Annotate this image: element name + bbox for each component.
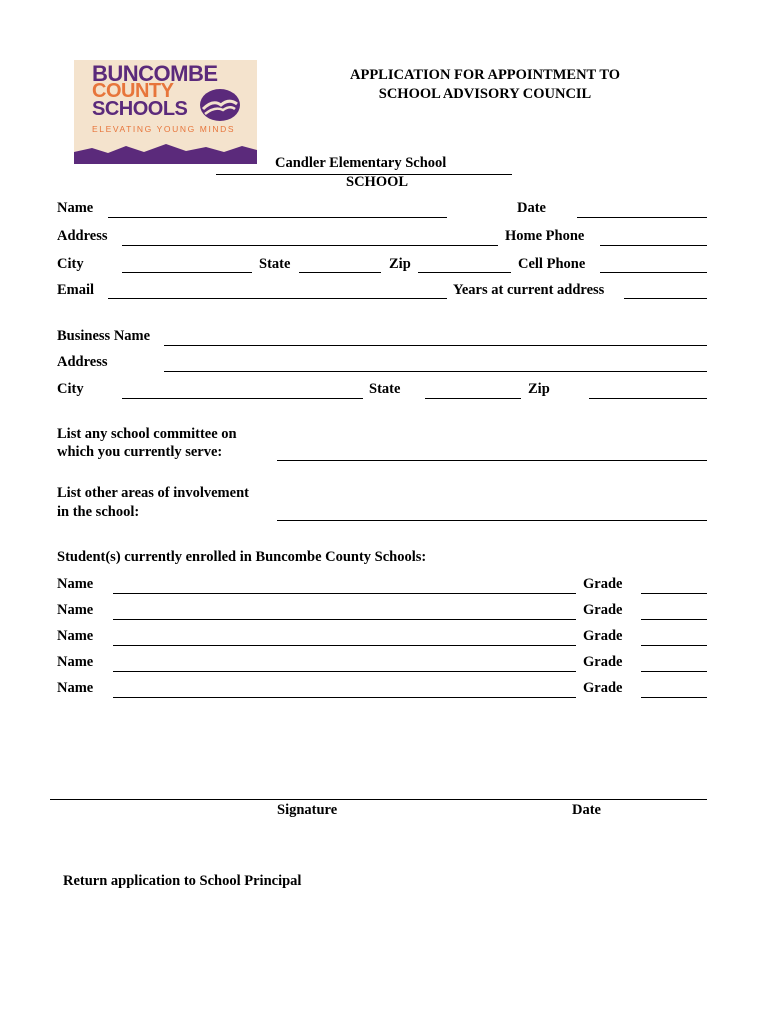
committee-field[interactable] — [277, 460, 707, 461]
school-name-value[interactable]: Candler Elementary School — [275, 155, 447, 171]
signature-line[interactable] — [50, 799, 707, 800]
student-grade-field[interactable] — [641, 671, 707, 672]
mountain-emblem-icon — [199, 88, 241, 122]
years-at-address-field[interactable] — [624, 298, 707, 299]
home-phone-label: Home Phone — [505, 228, 585, 244]
cell-phone-label: Cell Phone — [518, 256, 586, 272]
logo-tagline: ELEVATING YOUNG MINDS — [92, 124, 236, 134]
student-grade-field[interactable] — [641, 619, 707, 620]
date-label: Date — [517, 200, 546, 216]
email-label: Email — [57, 282, 95, 298]
student-grade-field[interactable] — [641, 593, 707, 594]
students-heading: Student(s) currently enrolled in Buncombe County Schools: — [57, 549, 427, 565]
business-address-field[interactable] — [164, 371, 707, 372]
student-name-label: Name — [57, 576, 94, 592]
student-grade-label: Grade — [583, 628, 623, 644]
return-instructions: Return application to School Principal — [63, 873, 302, 889]
form-title — [300, 66, 670, 104]
business-zip-field[interactable] — [589, 398, 707, 399]
signature-label: Signature — [277, 802, 338, 818]
business-address-label: Address — [57, 354, 108, 370]
state-label: State — [259, 256, 291, 272]
business-city-label: City — [57, 381, 84, 397]
student-name-field[interactable] — [113, 593, 576, 594]
logo-text-schools: SCHOOLS — [92, 98, 188, 120]
zip-label: Zip — [389, 256, 411, 272]
logo-text-buncombe: BUNCOMBE — [92, 61, 218, 86]
student-name-label: Name — [57, 654, 94, 670]
name-field[interactable] — [108, 217, 447, 218]
student-name-label: Name — [57, 602, 94, 618]
committee-label-line1: List any school committee on — [57, 426, 237, 442]
student-grade-label: Grade — [583, 576, 623, 592]
business-zip-label: Zip — [528, 381, 550, 397]
student-name-field[interactable] — [113, 619, 576, 620]
logo-text-county: COUNTY — [92, 80, 174, 102]
city-label: City — [57, 256, 84, 272]
business-name-label: Business Name — [57, 328, 151, 344]
email-field[interactable] — [108, 298, 447, 299]
name-label: Name — [57, 200, 94, 216]
student-grade-label: Grade — [583, 654, 623, 670]
student-name-field[interactable] — [113, 671, 576, 672]
business-state-field[interactable] — [425, 398, 521, 399]
student-name-field[interactable] — [113, 645, 576, 646]
school-label: SCHOOL — [346, 174, 409, 190]
state-field[interactable] — [299, 272, 381, 273]
city-field[interactable] — [122, 272, 252, 273]
student-name-field[interactable] — [113, 697, 576, 698]
committee-label-line2: which you currently serve: — [57, 444, 223, 460]
business-state-label: State — [369, 381, 401, 397]
other-involvement-label-line1: List other areas of involvement — [57, 485, 249, 501]
date-field[interactable] — [577, 217, 707, 218]
student-name-label: Name — [57, 628, 94, 644]
student-name-label: Name — [57, 680, 94, 696]
other-involvement-field[interactable] — [277, 520, 707, 521]
address-field[interactable] — [122, 245, 498, 246]
student-grade-label: Grade — [583, 602, 623, 618]
student-grade-label: Grade — [583, 680, 623, 696]
form-title-line2: SCHOOL ADVISORY COUNCIL — [378, 86, 592, 102]
other-involvement-label-line2: in the school: — [57, 504, 140, 520]
student-grade-field[interactable] — [641, 697, 707, 698]
cell-phone-field[interactable] — [600, 272, 707, 273]
signature-date-label: Date — [572, 802, 601, 818]
district-logo — [74, 60, 257, 164]
home-phone-field[interactable] — [600, 245, 707, 246]
years-at-address-label: Years at current address — [453, 282, 605, 298]
zip-field[interactable] — [418, 272, 511, 273]
business-city-field[interactable] — [122, 398, 363, 399]
form-title-line1: APPLICATION FOR APPOINTMENT TO — [349, 67, 621, 83]
address-label: Address — [57, 228, 108, 244]
student-grade-field[interactable] — [641, 645, 707, 646]
business-name-field[interactable] — [164, 345, 707, 346]
mountain-range-icon — [74, 138, 257, 164]
